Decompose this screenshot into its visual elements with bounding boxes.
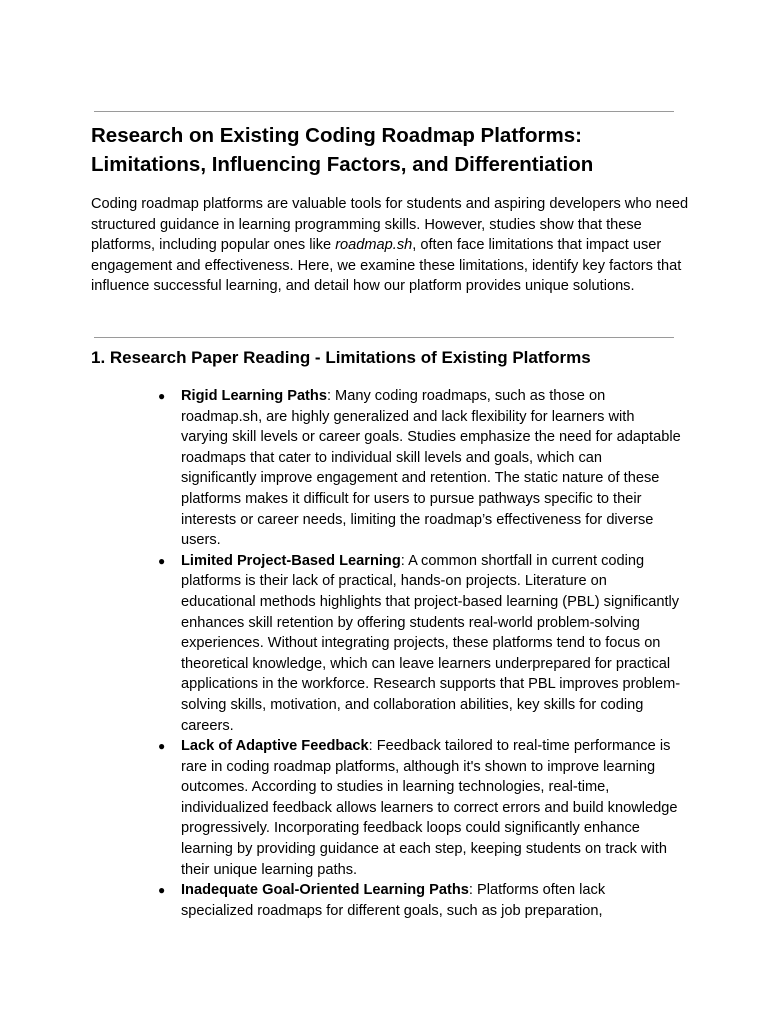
list-item-text: : Feedback tailored to real-time performance is rare in coding roadmap platforms, although it's shown to improve learning outcomes. According to studies in learning technologies, real-time, individualized feedback allows learners to correct errors and build knowledge progressively. Incorporating feedback loops could significantly enhance learning by providing guidance at each step, keeping students on track with their unique learning paths. (181, 738, 678, 878)
section-1-heading: 1. Research Paper Reading - Limitations of Existing Platforms (91, 348, 591, 367)
bullet-icon: ● (158, 739, 166, 754)
bullet-icon: ● (158, 553, 166, 568)
list-item-text: : Platforms often lack specialized roadmaps for different goals, such as job preparation, (181, 882, 606, 919)
list-item-limited-project-based-learning (158, 551, 681, 736)
intro-text-end: , often face limitations that impact user engagement and effectiveness. Here, we examine these limitations, identify key factors that influence successful learning, and detail how our platform provides unique solutions. (91, 237, 682, 295)
list-item-inadequate-goal-oriented-paths (158, 880, 681, 921)
intro-italic-roadmap-sh: roadmap.sh (335, 237, 413, 254)
list-item-text: : A common shortfall in current coding platforms is their lack of practical, hands-on projects. Literature on educational methods highlights that project-based learning (PBL) significantly enhances skill retention by offering students real-world problem-solving experiences. Without integrating projects, these platforms tend to focus on theoretical knowledge, which can leave learners underprepared for practical applications in the workforce. Research supports that PBL improves problem-solving skills, motivation, and collaboration abilities, key skills for coding careers. (181, 552, 681, 734)
section-divider (94, 337, 674, 338)
bullet-icon: ● (158, 883, 166, 898)
list-item-term: Limited Project-Based Learning (181, 552, 401, 569)
list-item-term: Lack of Adaptive Feedback (181, 738, 369, 755)
document-title: Research on Existing Coding Roadmap Platforms: Limitations, Influencing Factors, and Differentiation (91, 124, 594, 176)
intro-text-start: Coding roadmap platforms are valuable tools for students and aspiring developers who need structured guidance in learning programming skills. However, studies show that these platforms, including popular ones like (91, 196, 689, 254)
list-item-text: : Many coding roadmaps, such as those on roadmap.sh, are highly generalized and lack flexibility for learners with varying skill levels or career goals. Studies emphasize the need for adaptable roadmaps that cater to individual skill levels and goals, which can significantly improve engagement and retention. The static nature of these platforms makes it difficult for users to pursue pathways specific to their interests or career needs, limiting the roadmap’s effectiveness for diverse users. (181, 388, 681, 549)
limitations-list (158, 386, 681, 921)
list-item-rigid-learning-paths (158, 386, 681, 551)
bullet-icon: ● (158, 389, 166, 403)
list-item-lack-of-adaptive-feedback (158, 736, 681, 880)
list-item-term: Inadequate Goal-Oriented Learning Paths (181, 882, 469, 899)
intro-paragraph (91, 194, 691, 297)
list-item-term: Rigid Learning Paths (181, 388, 327, 404)
top-divider (94, 111, 674, 112)
